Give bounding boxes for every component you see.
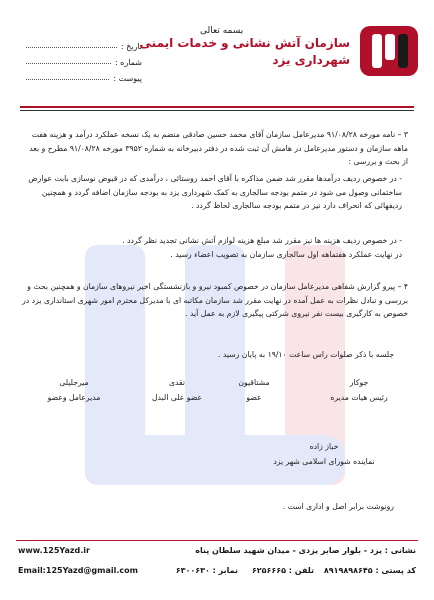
header-divider <box>20 106 414 108</box>
signer-name: جوکار <box>349 378 369 387</box>
signature-jowkar <box>324 378 394 402</box>
header-divider-thin <box>20 110 414 111</box>
signature-khabbazzadeh <box>254 442 394 466</box>
bullet-approval: در نهایت عملکرد هفتماهه اول سالجاری سازمان به تصویب اعضاء رسید . <box>170 250 402 259</box>
signer-title: نماینده شورای اسلامی شهر یزد <box>273 457 375 466</box>
footer-email[interactable]: Email:125Yazd@gmail.com <box>18 566 138 575</box>
date-label: تاریخ : <box>120 42 142 51</box>
number-label: شماره : <box>114 58 142 67</box>
footer-website[interactable]: www.125Yazd.ir <box>18 546 90 555</box>
signer-name: مشتاقیون <box>238 378 270 387</box>
fire-department-logo <box>358 24 420 78</box>
copy-note: رونوشت برابر اصل و اداری است . <box>282 502 394 511</box>
signature-naghdi <box>142 378 212 402</box>
org-title: سازمان آتش نشانی و خدمات ایمنی <box>139 36 350 50</box>
footer-phone: تلفن : ۶۲۵۶۶۶۵ <box>251 566 314 575</box>
org-subtitle: شهرداری یزد <box>272 53 350 67</box>
signer-name: میرجلیلی <box>59 378 89 387</box>
signature-mirjalili <box>34 378 114 402</box>
signer-title: مدیرعامل وعضو <box>47 393 101 402</box>
date-field <box>22 42 142 51</box>
footer-postal-code: کد پستی : ۸۹۱۹۸۹۸۶۴۵ <box>323 566 416 575</box>
signer-name: خباز زاده <box>309 442 339 451</box>
number-field <box>22 58 142 67</box>
footer-fax: نمابر : ۶۳۰۰۶۳۰ <box>175 566 238 575</box>
signer-title: رئیس هیات مدیره <box>330 393 388 402</box>
attachment-label: پیوست : <box>113 74 142 83</box>
closing-line: جلسه با ذکر صلوات راس ساعت ۱۹/۱۰ به پایان رسید . <box>217 350 394 359</box>
bullet-expense: - در خصوص ردیف هزینه ها نیز مقرر شد مبلغ هزینه لوازم آتش نشانی تجدید نظر گردد . <box>122 236 402 245</box>
bismillah: بسمه تعالی <box>200 26 244 36</box>
paragraph-3: ۳ – نامه مورخه ۹۱/۰۸/۲۸ مدیرعامل سازمان آقای محمد حسین صادقی منضم به یک نسخه عملکرد درآمد و هزینه هفت ماهه سازمان و دستور مدیرعامل در هامش آن ثبت شده در دفتر دبیرخانه به شماره ۳۹۵۲ مورخه ۹۱/۰۸/۲۸ مطرح و بعد از بحث و بررسی : <box>29 130 408 166</box>
signer-title: عضو <box>246 393 262 402</box>
signer-title: عضو علی البدل <box>151 393 203 402</box>
signer-name: نقدی <box>168 378 186 387</box>
attachment-field <box>22 74 142 83</box>
footer-divider <box>16 540 418 541</box>
bullet-income: - در خصوص ردیف درآمدها مقرر شد ضمن مذاکره با آقای احمد روستائی ، درآمدی که در قبوض نوسازی بابت عوارض ساختمانی وصول می شود در متمم بودجه سالجاری به کمک شهرداری یزد به بودجه سازمان اضافه گردد و همچنین ردیفهائی که انحراف دارد نیز در متمم بودجه سالجاری لحاظ گردد . <box>28 174 402 210</box>
paragraph-4: ۴ – پیرو گزارش شفاهی مدیرعامل سازمان در خصوص کمبود نیرو و بازنشستگی اخیر نیروهای سازمان و همچنین بحث و بررسی و تبادل نظرات به عمل آمده در نهایت مقرر شد سازمان مکاتبه ای با مدیرکل محترم امور شهری استانداری یزد در خصوص به کارگیری بیست نفر نیروی شرکتی پیگیری لازم به عمل آید . <box>22 282 408 318</box>
signature-moshtaghioun <box>224 378 284 402</box>
footer-address: نشانی : یزد - بلوار صابر یزدی - میدان شهید سلطان پناه <box>195 546 416 555</box>
